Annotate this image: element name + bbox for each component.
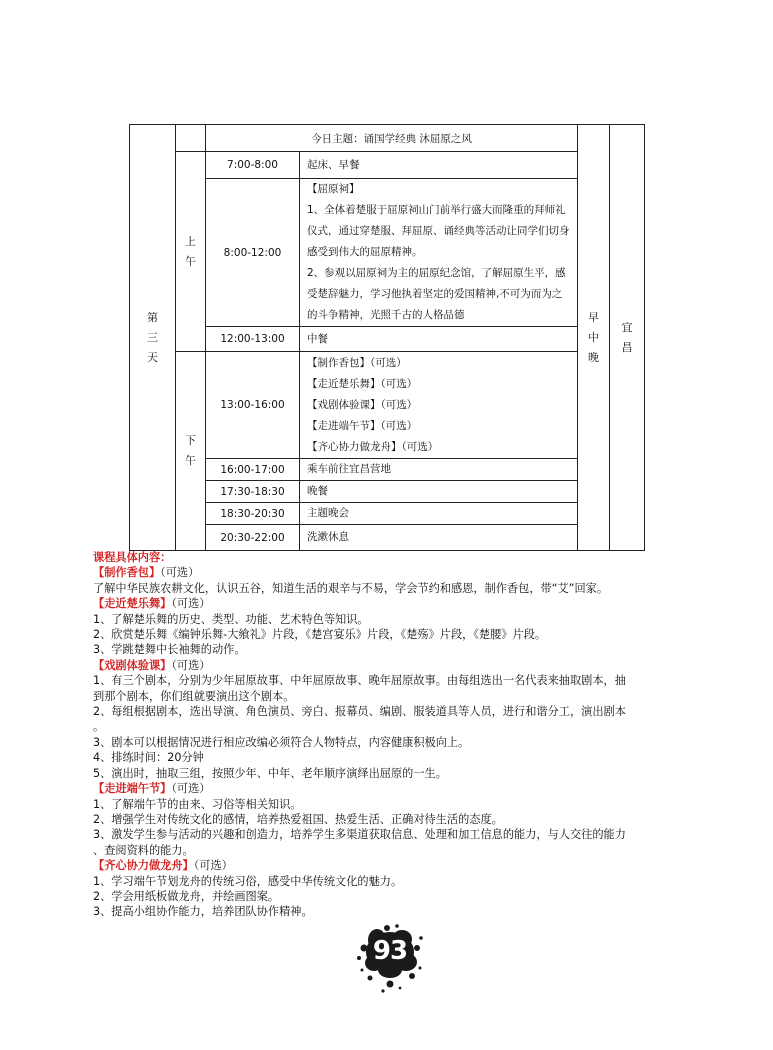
schedule-row (130, 525, 645, 551)
course-details (93, 550, 693, 920)
course-line: 1、了解楚乐舞的历史、类型、功能、艺术特色等知识。 (93, 612, 369, 626)
course-title: 【走近楚乐舞】（可选） (93, 597, 211, 611)
afternoon-label: 下 午 (176, 352, 206, 551)
schedule-table (129, 124, 645, 551)
time-slot: 8:00-12:00 (206, 179, 300, 327)
schedule-row (130, 179, 645, 327)
daily-theme: 今日主题：诵国学经典 沐屈原之风 (206, 125, 578, 152)
course-title: 【戏剧体验课】（可选） (93, 658, 211, 672)
time-slot: 18:30-20:30 (206, 503, 300, 525)
course-title: 【走进端午节】（可选） (93, 782, 211, 796)
schedule-row (130, 481, 645, 503)
page-number-badge (350, 918, 430, 998)
schedule-row (130, 459, 645, 481)
course-line: 了解中华民族农耕文化，认识五谷，知道生活的艰辛与不易，学会节约和感恩，制作香包，带“艾”回家。 (93, 581, 609, 595)
schedule-row (130, 327, 645, 352)
time-slot: 16:00-17:00 (206, 459, 300, 481)
schedule-row (130, 152, 645, 179)
course-line: 5、演出时，抽取三组，按照少年、中年、老年顺序演绎出屈原的一生。 (93, 766, 447, 780)
time-slot: 12:00-13:00 (206, 327, 300, 352)
activity: 起床、早餐 (300, 152, 578, 179)
course-line: 3、提高小组协作能力，培养团队协作精神。 (93, 905, 313, 919)
course-line: 3、学跳楚舞中长袖舞的动作。 (93, 643, 246, 657)
page-number: 93 (372, 936, 408, 966)
day-label: 第 三 天 (130, 125, 176, 551)
time-slot: 20:30-22:00 (206, 525, 300, 551)
activity: 【屈原祠】 1、全体着楚服于屈原祠山门前举行盛大而隆重的拜师礼 仪式，通过穿楚服、拜屈原、诵经典等活动让同学们切身 感受到伟大的屈原精神。 2、参观以屈原祠为主的屈原纪念馆，了解屈原生平，感 受楚辞魅力，学习他执着坚定的爱国精神,不可为而为之 的斗争精神，光照千古的人格品德 (300, 179, 578, 327)
schedule-row (130, 352, 645, 459)
course-line: 1、学习端午节划龙舟的传统习俗，感受中华传统文化的魅力。 (93, 874, 403, 888)
schedule-row (130, 503, 645, 525)
course-line: 、查阅资料的能力。 (93, 843, 194, 857)
course-line: 。 (93, 720, 105, 734)
activity: 【制作香包】（可选） 【走近楚乐舞】（可选） 【戏剧体验课】（可选） 【走进端午节】（可选） 【齐心协力做龙舟】（可选） (300, 352, 578, 459)
course-line: 1、了解端午节的由来、习俗等相关知识。 (93, 797, 302, 811)
course-title: 【齐心协力做龙舟】（可选） (93, 859, 233, 873)
course-line: 3、激发学生参与活动的兴趣和创造力，培养学生多渠道获取信息、处理和加工信息的能力，与人交往的能力 (93, 828, 626, 842)
time-slot: 7:00-8:00 (206, 152, 300, 179)
course-line: 1、有三个剧本，分别为少年屈原故事、中年屈原故事、晚年屈原故事。由每组选出一名代表来抽取剧本，抽 (93, 674, 626, 688)
activity: 乘车前往宜昌营地 (300, 459, 578, 481)
course-title: 【制作香包】（可选） (93, 566, 200, 580)
course-heading: 课程具体内容： (93, 551, 172, 564)
activity: 晚餐 (300, 481, 578, 503)
course-line: 2、增强学生对传统文化的感情，培养热爱祖国、热爱生活、正确对待生活的态度。 (93, 812, 503, 826)
meals-label: 早 中 晚 (578, 125, 610, 551)
course-line: 2、学会用纸板做龙舟，并绘画图案。 (93, 889, 280, 903)
time-slot: 13:00-16:00 (206, 352, 300, 459)
course-line: 2、每组根据剧本，选出导演、角色演员、旁白、报幕员、编剧、服装道具等人员，进行和谐分工，演出剧本 (93, 705, 626, 719)
course-line: 4、排练时间：20分钟 (93, 751, 204, 765)
location-label: 宜 昌 (610, 125, 645, 551)
course-line: 2、欣赏楚乐舞《编钟乐舞-大飨礼》片段，《楚宫宴乐》片段，《楚殇》片段，《楚腰》片段。 (93, 628, 547, 642)
course-line: 到那个剧本，你们组就要演出这个剧本。 (93, 689, 295, 703)
activity: 主题晚会 (300, 503, 578, 525)
time-slot: 17:30-18:30 (206, 481, 300, 503)
morning-label: 上 午 (176, 152, 206, 352)
course-line: 3、剧本可以根据情况进行相应改编必须符合人物特点，内容健康积极向上。 (93, 735, 470, 749)
period-blank (176, 125, 206, 152)
activity: 中餐 (300, 327, 578, 352)
activity: 洗漱休息 (300, 525, 578, 551)
